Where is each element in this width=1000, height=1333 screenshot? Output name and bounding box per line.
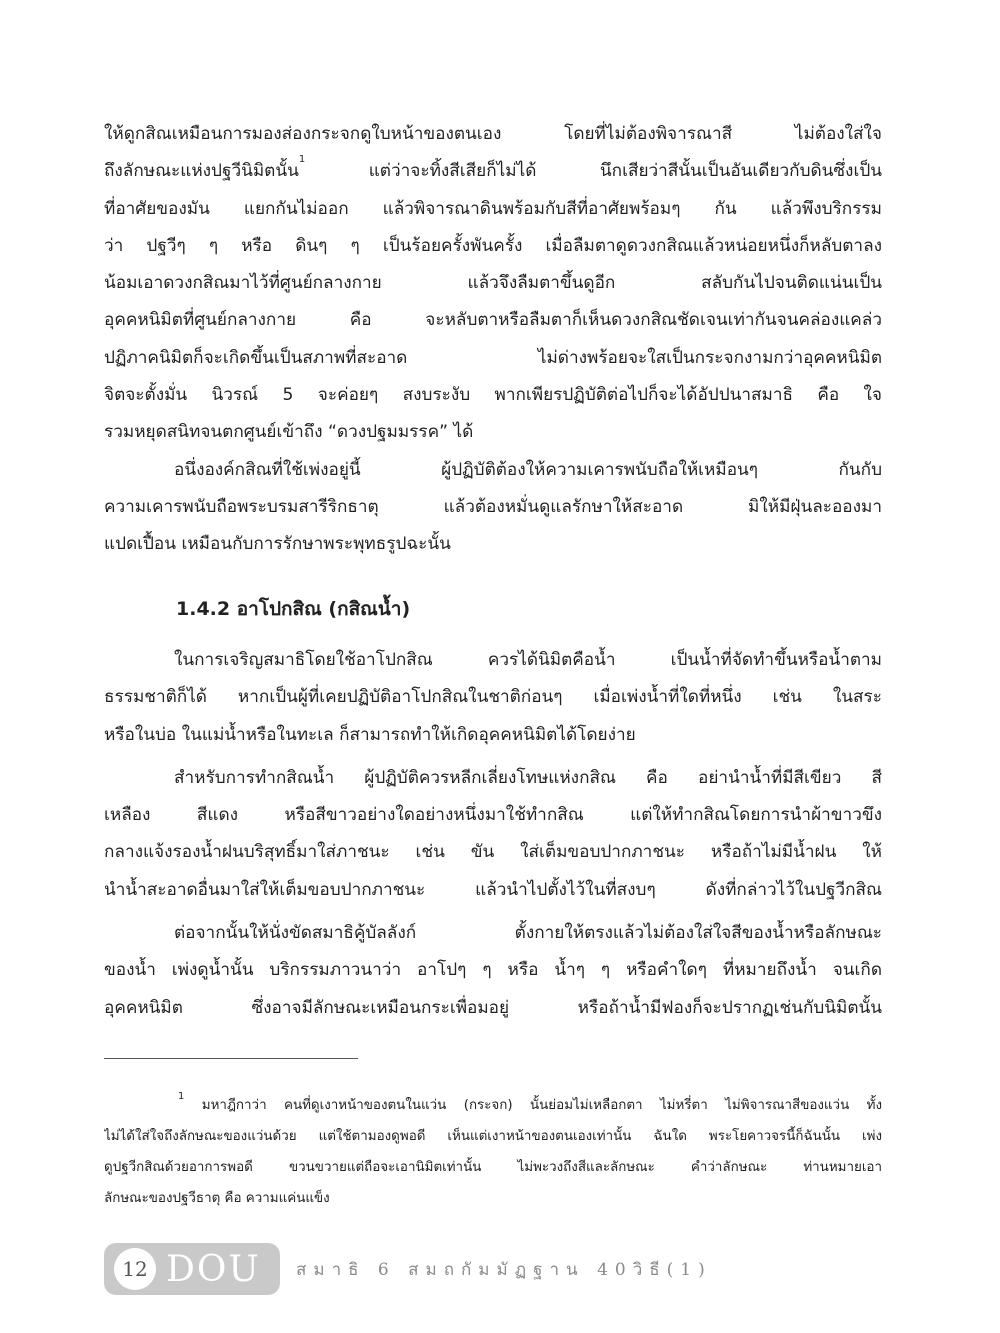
footnote-line [104, 1090, 882, 1121]
footnote-block [104, 1090, 882, 1214]
running-title: สมาธิ 6 สมถกัมมัฏฐาน 40วิธี(1) [296, 1259, 712, 1280]
footnote-marker: 1 [178, 1091, 185, 1102]
footnote-line: ไม่ได้ใส่ใจถึงลักษณะของแว่นด้วย แต่ใช้ตามองดูพอดี เห็นแต่เงาหน้าของตนเองเท่านั้น ฉันใด พระโยคาวจรนี้ก็ฉันนั้น เพ่ง [104, 1129, 882, 1144]
footnote-text: มหาฎีกาว่า คนที่ดูเงาหน้าของตนในแว่น (กระจก) นั้นย่อมไม่เหลือกตา ไม่หรี่ตา ไม่พิจารณาสีของแว่น ทั้ง [201, 1098, 882, 1113]
text-line: นำน้ำสะอาดอื่นมาใส่ให้เต็มขอบปากภาชนะ แล้วนำไปตั้งไว้ในที่สงบๆ ดังที่กล่าวไว้ในปฐวีกสิณ [104, 879, 882, 900]
text-line: ความเคารพนับถือพระบรมสารีริกธาตุ แล้วต้องหมั่นดูแลรักษาให้สะอาด มิให้มีฝุ่นละอองมา [104, 496, 882, 517]
text-fragment: แต่ว่าจะทิ้งสีเสียก็ไม่ได้ นึกเสียว่าสีนั้นเป็นอันเดียวกับดินซึ่งเป็น [305, 161, 882, 182]
text-line: ในการเจริญสมาธิโดยใช้อาโปกสิณ ควรได้นิมิตคือน้ำ เป็นน้ำที่จัดทำขึ้นหรือน้ำตาม [174, 650, 882, 670]
text-line: ธรรมชาติก็ได้ หากเป็นผู้ที่เคยปฏิบัติอาโปกสิณในชาติก่อนๆ เมื่อเพ่งน้ำที่ใดที่หนึ่ง เช่น ในสระ [104, 687, 882, 708]
footnote-line: ดูปฐวีกสิณด้วยอาการพอดี ขวนขวายแต่ถือจะเอานิมิตเท่านั้น ไม่พะวงถึงสีและลักษณะ คำว่าลักษณะ ท่านหมายเอา [104, 1160, 882, 1175]
text-line: อุคคหนิมิตที่ศูนย์กลางกาย คือ จะหลับตาหรือลืมตาก็เห็นดวงกสิณชัดเจนเท่ากันจนคล่องแคล่ว [104, 310, 882, 331]
main-text-2 [104, 642, 882, 1027]
text-line: อุคคหนิมิต ซึ่งอาจมีลักษณะเหมือนกระเพื่อมอยู่ หรือถ้าน้ำมีฟองก็จะปรากฏเช่นกับนิมิตนั้น [104, 997, 882, 1018]
text-line [104, 153, 882, 190]
text-line: ปฏิภาคนิมิตก็จะเกิดขึ้นเป็นสภาพที่สะอาด ไม่ด่างพร้อยจะใสเป็นกระจกงามกว่าอุคคหนิมิต [104, 347, 882, 368]
text-line: ให้ดูกสิณเหมือนการมองส่องกระจกดูใบหน้าของตนเอง โดยที่ไม่ต้องพิจารณาสี ไม่ต้องใส่ใจ [104, 124, 882, 144]
page-number: 12 [114, 1248, 156, 1290]
text-line: ของน้ำ เพ่งดูน้ำนั้น บริกรรมภาวนาว่า อาโปๆ ๆ หรือ น้ำๆ ๆ หรือคำใดๆ ที่หมายถึงน้ำ จนเกิด [104, 960, 882, 981]
text-line: รวมหยุดสนิทจนตกศูนย์เข้าถึง “ดวงปฐมมรรค” ได้ [104, 422, 474, 443]
text-line: แปดเปื้อน เหมือนกับการรักษาพระพุทธรูปฉะนั้น [104, 534, 451, 555]
text-line: หรือในบ่อ ในแม่น้ำหรือในทะเล ก็สามารถทำให้เกิดอุคคหนิมิตได้โดยง่าย [104, 724, 636, 745]
text-line: สำหรับการทำกสิณน้ำ ผู้ปฏิบัติควรหลีกเลี่ยงโทษแห่งกสิณ คือ อย่านำน้ำที่มีสีเขียว สี [174, 767, 882, 788]
main-text [104, 116, 882, 564]
text-line: เหลือง สีแดง หรือสีขาวอย่างใดอย่างหนึ่งมาใช้ทำกสิณ แต่ให้ทำกสิณโดยการนำผ้าขาวขึง [104, 805, 882, 826]
footnote-line: ลักษณะของปฐวีธาตุ คือ ความแค่นแข็ง [104, 1191, 330, 1206]
dou-badge [104, 1243, 280, 1295]
text-line: ต่อจากนั้นให้นั่งขัดสมาธิคู้บัลลังก์ ตั้งกายให้ตรงแล้วไม่ต้องใส่ใจสีของน้ำหรือลักษณะ [174, 923, 882, 944]
text-line: น้อมเอาดวงกสิณมาไว้ที่ศูนย์กลางกาย แล้วจึงลืมตาขึ้นดูอีก สลับกันไปจนติดแน่นเป็น [104, 273, 882, 294]
dou-logo: DOU [166, 1248, 261, 1290]
text-fragment: ถึงลักษณะแห่งปฐวีนิมิตนั้น [104, 161, 299, 182]
text-line: ที่อาศัยของมัน แยกกันไม่ออก แล้วพิจารณาดินพร้อมกับสีที่อาศัยพร้อมๆ กัน แล้วพึงบริกรรม [104, 198, 882, 219]
section-heading: 1.4.2 อาโปกสิณ (กสิณน้ำ) [176, 598, 411, 620]
footnote-ref[interactable]: 1 [298, 154, 306, 166]
text-line: กลางแจ้งรองน้ำฝนบริสุทธิ์มาใส่ภาชนะ เช่น ขัน ใส่เต็มขอบปากภาชนะ หรือถ้าไม่มีน้ำฝน ให้ [104, 842, 882, 863]
text-line: ว่า ปฐวีๆ ๆ หรือ ดินๆ ๆ เป็นร้อยครั้งพันครั้ง เมื่อลืมตาดูดวงกสิณแล้วหน่อยหนึ่งก็หลับตาลง [104, 235, 882, 256]
text-line: อนึ่งองค์กสิณที่ใช้เพ่งอยู่นี้ ผู้ปฏิบัติต้องให้ความเคารพนับถือให้เหมือนๆ กันกับ [174, 459, 882, 480]
page-footer [104, 1243, 712, 1295]
footnote-divider [104, 1058, 358, 1059]
text-line: จิตจะตั้งมั่น นิวรณ์ 5 จะค่อยๆ สงบระงับ พากเพียรปฏิบัติต่อไปก็จะได้อัปปนาสมาธิ คือ ใจ [104, 385, 882, 406]
